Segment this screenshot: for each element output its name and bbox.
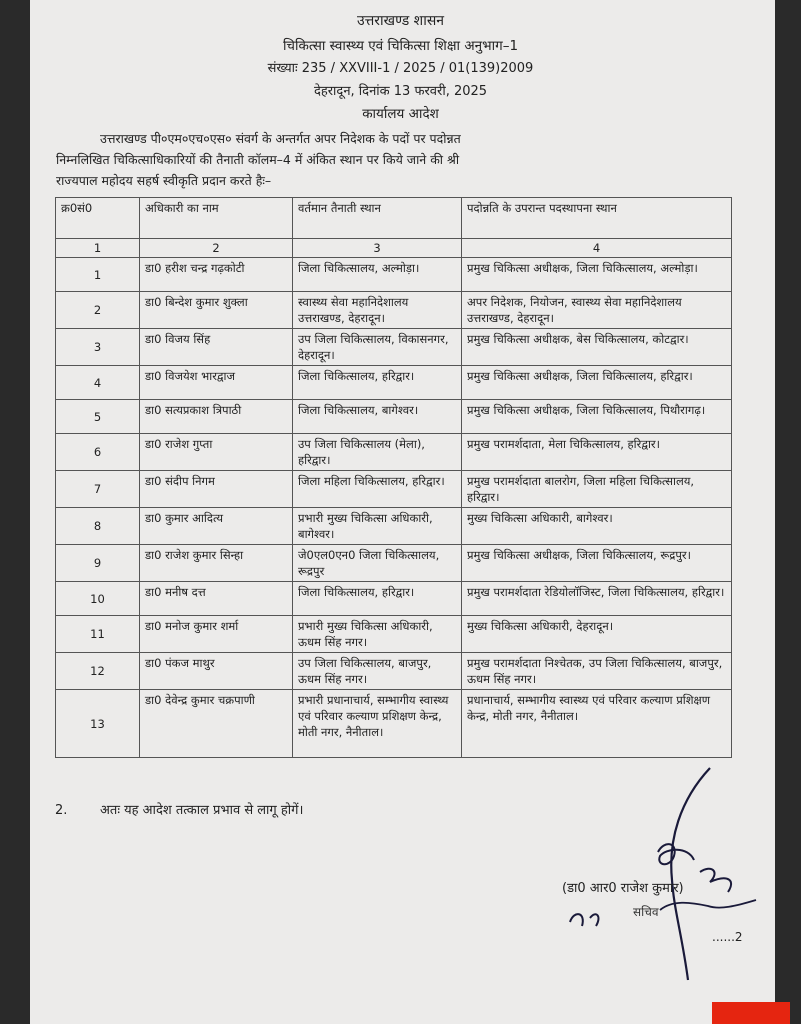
table-row <box>56 329 732 366</box>
serial-cell: 7 <box>56 471 140 508</box>
serial-cell: 11 <box>56 616 140 653</box>
header-officer-name: अधिकारी का नाम <box>140 198 293 239</box>
current-posting-cell: उप जिला चिकित्सालय, बाजपुर, ऊधम सिंह नगर। <box>293 653 462 690</box>
header-new-posting: पदोन्नति के उपरान्त पदस्थापना स्थान <box>462 198 732 239</box>
serial-cell: 5 <box>56 400 140 434</box>
name-cell: डा0 मनोज कुमार शर्मा <box>140 616 293 653</box>
place-date: देहरादून, दिनांक 13 फरवरी, 2025 <box>313 84 488 99</box>
table-row <box>56 616 732 653</box>
signatory-designation: सचिव <box>633 905 659 919</box>
posting-table <box>55 197 732 758</box>
current-posting-cell: जिला महिला चिकित्सालय, हरिद्वार। <box>293 471 462 508</box>
intro-line-2: निम्नलिखित चिकित्साधिकारियों की तैनाती कॉलम–4 में अंकित स्थान पर किये जाने की श्री <box>56 152 460 167</box>
column-number: 3 <box>293 239 462 258</box>
order-number: संख्याः 235 / XXVIII-1 / 2025 / 01(139)2009 <box>267 61 534 76</box>
header-serial: क्र0सं0 <box>56 198 140 239</box>
new-posting-cell: प्रमुख चिकित्सा अधीक्षक, जिला चिकित्सालय, पिथौरागढ़। <box>462 400 732 434</box>
table-row <box>56 653 732 690</box>
serial-cell: 10 <box>56 582 140 616</box>
serial-cell: 13 <box>56 690 140 758</box>
table-row <box>56 292 732 329</box>
order-title: कार्यालय आदेश <box>362 106 439 122</box>
table-row <box>56 400 732 434</box>
current-posting-cell: प्रभारी मुख्य चिकित्सा अधिकारी, बागेश्वर। <box>293 508 462 545</box>
current-posting-cell: उप जिला चिकित्सालय, विकासनगर, देहरादून। <box>293 329 462 366</box>
corner-badge <box>712 1002 790 1024</box>
name-cell: डा0 राजेश गुप्ता <box>140 434 293 471</box>
serial-cell: 6 <box>56 434 140 471</box>
current-posting-cell: जिला चिकित्सालय, अल्मोड़ा। <box>293 258 462 292</box>
new-posting-cell: प्रधानाचार्य, सम्भागीय स्वास्थ्य एवं परिवार कल्याण प्रशिक्षण केन्द्र, मोती नगर, नैनीताल। <box>462 690 732 758</box>
intro-line-1: उत्तराखण्ड पी०एम०एच०एस० संवर्ग के अन्तर्गत अपर निदेशक के पदों पर पदोन्नत <box>100 131 461 146</box>
table-row <box>56 366 732 400</box>
new-posting-cell: प्रमुख परामर्शदाता निश्चेतक, उप जिला चिकित्सालय, बाजपुर, ऊधम सिंह नगर। <box>462 653 732 690</box>
name-cell: डा0 राजेश कुमार सिन्हा <box>140 545 293 582</box>
effect-paragraph <box>55 800 303 818</box>
government-title: उत्तराखण्ड शासन <box>356 13 445 29</box>
new-posting-cell: प्रमुख चिकित्सा अधीक्षक, बेस चिकित्सालय, कोटद्वार। <box>462 329 732 366</box>
signatory-name: (डा0 आर0 राजेश कुमार) <box>562 881 684 896</box>
header-current-posting: वर्तमान तैनाती स्थान <box>293 198 462 239</box>
serial-cell: 2 <box>56 292 140 329</box>
page-continuation: ......2 <box>712 930 743 944</box>
new-posting-cell: मुख्य चिकित्सा अधिकारी, बागेश्वर। <box>462 508 732 545</box>
table-row <box>56 545 732 582</box>
name-cell: डा0 हरीश चन्द्र गढ़कोटी <box>140 258 293 292</box>
column-number: 1 <box>56 239 140 258</box>
serial-cell: 3 <box>56 329 140 366</box>
table-row <box>56 471 732 508</box>
current-posting-cell: प्रभारी मुख्य चिकित्सा अधिकारी, ऊधम सिंह नगर। <box>293 616 462 653</box>
current-posting-cell: जिला चिकित्सालय, बागेश्वर। <box>293 400 462 434</box>
paragraph-number: 2. <box>55 803 68 818</box>
current-posting-cell: उप जिला चिकित्सालय (मेला), हरिद्वार। <box>293 434 462 471</box>
intro-line-3: राज्यपाल महोदय सहर्ष स्वीकृति प्रदान करते हैः– <box>56 173 272 188</box>
name-cell: डा0 मनीष दत्त <box>140 582 293 616</box>
new-posting-cell: प्रमुख परामर्शदाता, मेला चिकित्सालय, हरिद्वार। <box>462 434 732 471</box>
new-posting-cell: प्रमुख चिकित्सा अधीक्षक, जिला चिकित्सालय, रूद्रपुर। <box>462 545 732 582</box>
serial-cell: 9 <box>56 545 140 582</box>
name-cell: डा0 पंकज माथुर <box>140 653 293 690</box>
current-posting-cell: जिला चिकित्सालय, हरिद्वार। <box>293 582 462 616</box>
name-cell: डा0 संदीप निगम <box>140 471 293 508</box>
table-row <box>56 434 732 471</box>
current-posting-cell: जे0एल0एन0 जिला चिकित्सालय, रूद्रपुर <box>293 545 462 582</box>
table-row <box>56 508 732 545</box>
table-header-row <box>56 198 732 239</box>
serial-cell: 12 <box>56 653 140 690</box>
department-title: चिकित्सा स्वास्थ्य एवं चिकित्सा शिक्षा अनुभाग–1 <box>282 38 519 54</box>
column-number: 4 <box>462 239 732 258</box>
table-row <box>56 258 732 292</box>
name-cell: डा0 बिन्देश कुमार शुक्ला <box>140 292 293 329</box>
serial-cell: 1 <box>56 258 140 292</box>
column-number-row <box>56 239 732 258</box>
serial-cell: 8 <box>56 508 140 545</box>
new-posting-cell: प्रमुख परामर्शदाता रेडियोलॉजिस्ट, जिला चिकित्सालय, हरिद्वार। <box>462 582 732 616</box>
new-posting-cell: प्रमुख चिकित्सा अधीक्षक, जिला चिकित्सालय, अल्मोड़ा। <box>462 258 732 292</box>
new-posting-cell: मुख्य चिकित्सा अधिकारी, देहरादून। <box>462 616 732 653</box>
new-posting-cell: प्रमुख परामर्शदाता बालरोग, जिला महिला चिकित्सालय, हरिद्वार। <box>462 471 732 508</box>
column-number: 2 <box>140 239 293 258</box>
table-row <box>56 690 732 758</box>
current-posting-cell: स्वास्थ्य सेवा महानिदेशालय उत्तराखण्ड, देहरादून। <box>293 292 462 329</box>
name-cell: डा0 देवेन्द्र कुमार चक्रपाणी <box>140 690 293 758</box>
new-posting-cell: प्रमुख चिकित्सा अधीक्षक, जिला चिकित्सालय, हरिद्वार। <box>462 366 732 400</box>
name-cell: डा0 कुमार आदित्य <box>140 508 293 545</box>
current-posting-cell: जिला चिकित्सालय, हरिद्वार। <box>293 366 462 400</box>
serial-cell: 4 <box>56 366 140 400</box>
paragraph-text: अतः यह आदेश तत्काल प्रभाव से लागू होगें। <box>100 803 304 818</box>
new-posting-cell: अपर निदेशक, नियोजन, स्वास्थ्य सेवा महानिदेशालय उत्तराखण्ड, देहरादून। <box>462 292 732 329</box>
handwritten-signature-icon <box>560 760 770 990</box>
name-cell: डा0 विजय सिंह <box>140 329 293 366</box>
name-cell: डा0 विजयेश भारद्वाज <box>140 366 293 400</box>
table-row <box>56 582 732 616</box>
current-posting-cell: प्रभारी प्रधानाचार्य, सम्भागीय स्वास्थ्य एवं परिवार कल्याण प्रशिक्षण केन्द्र, मोती नगर, नैनीताल। <box>293 690 462 758</box>
name-cell: डा0 सत्यप्रकाश त्रिपाठी <box>140 400 293 434</box>
